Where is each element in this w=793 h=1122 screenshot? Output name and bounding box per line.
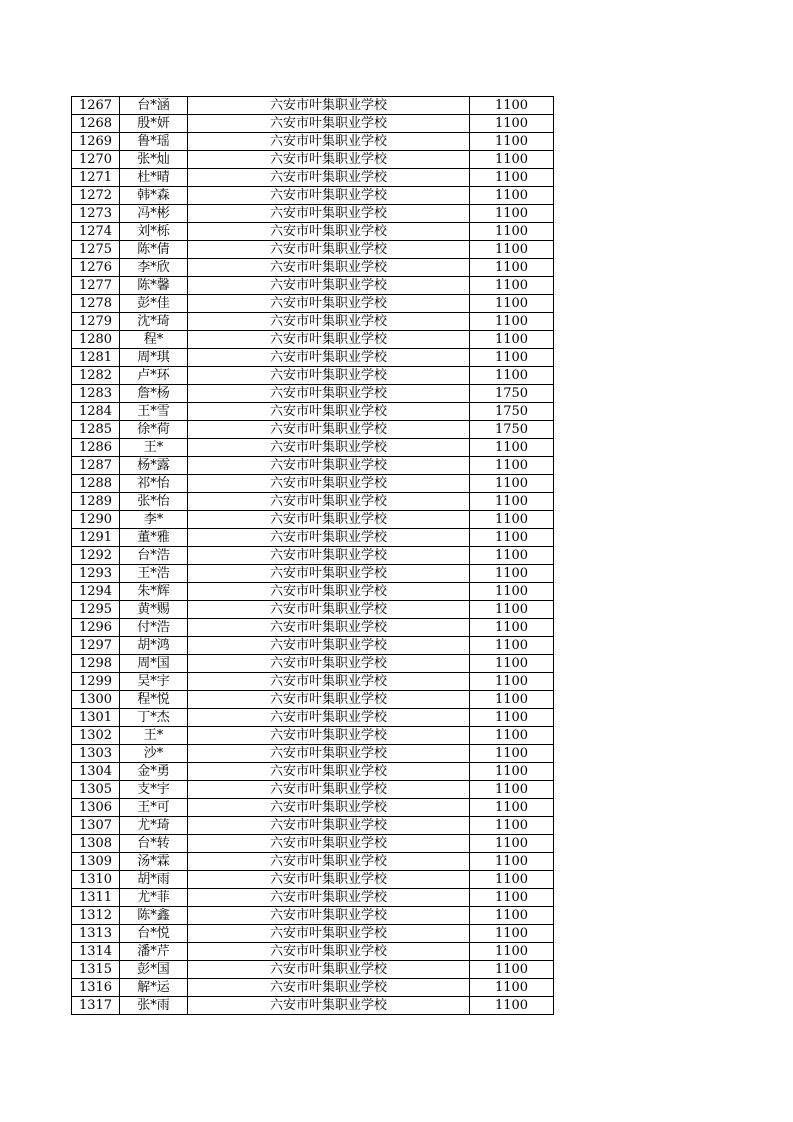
- name-cell: 祁*怡: [120, 475, 188, 493]
- table-row: [72, 205, 554, 223]
- name-cell: 王*浩: [120, 565, 188, 583]
- row-number-cell: 1317: [72, 997, 120, 1015]
- row-number-cell: 1272: [72, 187, 120, 205]
- amount-cell: 1100: [470, 673, 554, 691]
- amount-cell: 1100: [470, 799, 554, 817]
- school-cell: 六安市叶集职业学校: [188, 115, 470, 133]
- name-cell: 张*雨: [120, 997, 188, 1015]
- school-cell: 六安市叶集职业学校: [188, 151, 470, 169]
- row-number-cell: 1312: [72, 907, 120, 925]
- school-cell: 六安市叶集职业学校: [188, 601, 470, 619]
- school-cell: 六安市叶集职业学校: [188, 871, 470, 889]
- table-row: [72, 313, 554, 331]
- amount-cell: 1100: [470, 457, 554, 475]
- name-cell: 徐*荷: [120, 421, 188, 439]
- amount-cell: 1100: [470, 241, 554, 259]
- table-row: [72, 799, 554, 817]
- name-cell: 詹*杨: [120, 385, 188, 403]
- amount-cell: 1100: [470, 475, 554, 493]
- school-cell: 六安市叶集职业学校: [188, 673, 470, 691]
- school-cell: 六安市叶集职业学校: [188, 511, 470, 529]
- row-number-cell: 1302: [72, 727, 120, 745]
- row-number-cell: 1297: [72, 637, 120, 655]
- amount-cell: 1100: [470, 565, 554, 583]
- table-row: [72, 601, 554, 619]
- table-row: [72, 385, 554, 403]
- name-cell: 沙*: [120, 745, 188, 763]
- table-body: [72, 97, 554, 1015]
- amount-cell: 1100: [470, 691, 554, 709]
- row-number-cell: 1288: [72, 475, 120, 493]
- amount-cell: 1100: [470, 511, 554, 529]
- school-cell: 六安市叶集职业学校: [188, 475, 470, 493]
- amount-cell: 1100: [470, 151, 554, 169]
- amount-cell: 1100: [470, 889, 554, 907]
- school-cell: 六安市叶集职业学校: [188, 385, 470, 403]
- name-cell: 董*雅: [120, 529, 188, 547]
- school-cell: 六安市叶集职业学校: [188, 817, 470, 835]
- row-number-cell: 1292: [72, 547, 120, 565]
- amount-cell: 1100: [470, 997, 554, 1015]
- school-cell: 六安市叶集职业学校: [188, 745, 470, 763]
- name-cell: 台*悦: [120, 925, 188, 943]
- table-row: [72, 889, 554, 907]
- table-row: [72, 97, 554, 115]
- name-cell: 李*欣: [120, 259, 188, 277]
- school-cell: 六安市叶集职业学校: [188, 439, 470, 457]
- name-cell: 冯*彬: [120, 205, 188, 223]
- row-number-cell: 1303: [72, 745, 120, 763]
- school-cell: 六安市叶集职业学校: [188, 349, 470, 367]
- amount-cell: 1100: [470, 259, 554, 277]
- amount-cell: 1100: [470, 781, 554, 799]
- name-cell: 杨*露: [120, 457, 188, 475]
- row-number-cell: 1298: [72, 655, 120, 673]
- table-row: [72, 259, 554, 277]
- name-cell: 程*悦: [120, 691, 188, 709]
- name-cell: 胡*鸿: [120, 637, 188, 655]
- row-number-cell: 1276: [72, 259, 120, 277]
- table-row: [72, 691, 554, 709]
- row-number-cell: 1280: [72, 331, 120, 349]
- table-row: [72, 835, 554, 853]
- row-number-cell: 1301: [72, 709, 120, 727]
- amount-cell: 1100: [470, 961, 554, 979]
- table-row: [72, 907, 554, 925]
- table-row: [72, 763, 554, 781]
- table-row: [72, 709, 554, 727]
- amount-cell: 1100: [470, 907, 554, 925]
- name-cell: 尤*琦: [120, 817, 188, 835]
- amount-cell: 1100: [470, 439, 554, 457]
- table-row: [72, 187, 554, 205]
- table-row: [72, 367, 554, 385]
- amount-cell: 1100: [470, 637, 554, 655]
- school-cell: 六安市叶集职业学校: [188, 709, 470, 727]
- amount-cell: 1100: [470, 187, 554, 205]
- name-cell: 朱*辉: [120, 583, 188, 601]
- school-cell: 六安市叶集职业学校: [188, 277, 470, 295]
- row-number-cell: 1300: [72, 691, 120, 709]
- row-number-cell: 1310: [72, 871, 120, 889]
- amount-cell: 1100: [470, 295, 554, 313]
- school-cell: 六安市叶集职业学校: [188, 187, 470, 205]
- name-cell: 台*涵: [120, 97, 188, 115]
- school-cell: 六安市叶集职业学校: [188, 835, 470, 853]
- name-cell: 吴*宇: [120, 673, 188, 691]
- table-row: [72, 421, 554, 439]
- school-cell: 六安市叶集职业学校: [188, 97, 470, 115]
- row-number-cell: 1271: [72, 169, 120, 187]
- row-number-cell: 1283: [72, 385, 120, 403]
- row-number-cell: 1286: [72, 439, 120, 457]
- table-row: [72, 781, 554, 799]
- row-number-cell: 1289: [72, 493, 120, 511]
- name-cell: 台*转: [120, 835, 188, 853]
- name-cell: 王*: [120, 439, 188, 457]
- amount-cell: 1100: [470, 853, 554, 871]
- amount-cell: 1100: [470, 133, 554, 151]
- amount-cell: 1750: [470, 403, 554, 421]
- school-cell: 六安市叶集职业学校: [188, 691, 470, 709]
- name-cell: 鲁*瑶: [120, 133, 188, 151]
- row-number-cell: 1278: [72, 295, 120, 313]
- amount-cell: 1100: [470, 601, 554, 619]
- school-cell: 六安市叶集职业学校: [188, 367, 470, 385]
- school-cell: 六安市叶集职业学校: [188, 889, 470, 907]
- name-cell: 支*宇: [120, 781, 188, 799]
- table-row: [72, 331, 554, 349]
- row-number-cell: 1296: [72, 619, 120, 637]
- amount-cell: 1100: [470, 493, 554, 511]
- amount-cell: 1100: [470, 979, 554, 997]
- row-number-cell: 1304: [72, 763, 120, 781]
- name-cell: 汤*霖: [120, 853, 188, 871]
- school-cell: 六安市叶集职业学校: [188, 493, 470, 511]
- table-row: [72, 637, 554, 655]
- school-cell: 六安市叶集职业学校: [188, 313, 470, 331]
- row-number-cell: 1305: [72, 781, 120, 799]
- school-cell: 六安市叶集职业学校: [188, 205, 470, 223]
- row-number-cell: 1274: [72, 223, 120, 241]
- table-row: [72, 439, 554, 457]
- row-number-cell: 1313: [72, 925, 120, 943]
- school-cell: 六安市叶集职业学校: [188, 565, 470, 583]
- amount-cell: 1100: [470, 709, 554, 727]
- amount-cell: 1100: [470, 367, 554, 385]
- table-row: [72, 745, 554, 763]
- name-cell: 付*浩: [120, 619, 188, 637]
- name-cell: 殷*妍: [120, 115, 188, 133]
- table-row: [72, 871, 554, 889]
- name-cell: 王*雪: [120, 403, 188, 421]
- table-row: [72, 961, 554, 979]
- table-row: [72, 457, 554, 475]
- data-table: [71, 96, 554, 1015]
- amount-cell: 1100: [470, 835, 554, 853]
- amount-cell: 1100: [470, 871, 554, 889]
- school-cell: 六安市叶集职业学校: [188, 583, 470, 601]
- name-cell: 陈*馨: [120, 277, 188, 295]
- row-number-cell: 1270: [72, 151, 120, 169]
- school-cell: 六安市叶集职业学校: [188, 997, 470, 1015]
- school-cell: 六安市叶集职业学校: [188, 979, 470, 997]
- school-cell: 六安市叶集职业学校: [188, 403, 470, 421]
- name-cell: 杜*晴: [120, 169, 188, 187]
- row-number-cell: 1294: [72, 583, 120, 601]
- school-cell: 六安市叶集职业学校: [188, 619, 470, 637]
- row-number-cell: 1314: [72, 943, 120, 961]
- table-row: [72, 277, 554, 295]
- name-cell: 尤*菲: [120, 889, 188, 907]
- amount-cell: 1100: [470, 925, 554, 943]
- amount-cell: 1100: [470, 943, 554, 961]
- row-number-cell: 1279: [72, 313, 120, 331]
- row-number-cell: 1299: [72, 673, 120, 691]
- amount-cell: 1100: [470, 583, 554, 601]
- table-row: [72, 583, 554, 601]
- table-row: [72, 241, 554, 259]
- amount-cell: 1100: [470, 619, 554, 637]
- amount-cell: 1100: [470, 331, 554, 349]
- name-cell: 彭*佳: [120, 295, 188, 313]
- amount-cell: 1100: [470, 547, 554, 565]
- row-number-cell: 1311: [72, 889, 120, 907]
- row-number-cell: 1282: [72, 367, 120, 385]
- name-cell: 王*可: [120, 799, 188, 817]
- row-number-cell: 1287: [72, 457, 120, 475]
- name-cell: 张*灿: [120, 151, 188, 169]
- amount-cell: 1750: [470, 385, 554, 403]
- school-cell: 六安市叶集职业学校: [188, 529, 470, 547]
- school-cell: 六安市叶集职业学校: [188, 547, 470, 565]
- name-cell: 解*运: [120, 979, 188, 997]
- school-cell: 六安市叶集职业学校: [188, 763, 470, 781]
- row-number-cell: 1267: [72, 97, 120, 115]
- school-cell: 六安市叶集职业学校: [188, 781, 470, 799]
- name-cell: 卢*环: [120, 367, 188, 385]
- school-cell: 六安市叶集职业学校: [188, 961, 470, 979]
- name-cell: 丁*杰: [120, 709, 188, 727]
- amount-cell: 1100: [470, 277, 554, 295]
- row-number-cell: 1281: [72, 349, 120, 367]
- row-number-cell: 1275: [72, 241, 120, 259]
- amount-cell: 1100: [470, 763, 554, 781]
- table-row: [72, 511, 554, 529]
- table-row: [72, 151, 554, 169]
- row-number-cell: 1293: [72, 565, 120, 583]
- row-number-cell: 1268: [72, 115, 120, 133]
- row-number-cell: 1307: [72, 817, 120, 835]
- school-cell: 六安市叶集职业学校: [188, 223, 470, 241]
- amount-cell: 1100: [470, 97, 554, 115]
- amount-cell: 1100: [470, 349, 554, 367]
- name-cell: 胡*雨: [120, 871, 188, 889]
- name-cell: 彭*国: [120, 961, 188, 979]
- name-cell: 黄*赐: [120, 601, 188, 619]
- school-cell: 六安市叶集职业学校: [188, 853, 470, 871]
- school-cell: 六安市叶集职业学校: [188, 925, 470, 943]
- row-number-cell: 1284: [72, 403, 120, 421]
- row-number-cell: 1290: [72, 511, 120, 529]
- row-number-cell: 1308: [72, 835, 120, 853]
- name-cell: 沈*琦: [120, 313, 188, 331]
- table-row: [72, 943, 554, 961]
- amount-cell: 1100: [470, 313, 554, 331]
- table-row: [72, 997, 554, 1015]
- school-cell: 六安市叶集职业学校: [188, 241, 470, 259]
- table-row: [72, 529, 554, 547]
- row-number-cell: 1295: [72, 601, 120, 619]
- amount-cell: 1100: [470, 115, 554, 133]
- name-cell: 王*: [120, 727, 188, 745]
- table-row: [72, 403, 554, 421]
- amount-cell: 1100: [470, 655, 554, 673]
- table-row: [72, 115, 554, 133]
- school-cell: 六安市叶集职业学校: [188, 655, 470, 673]
- amount-cell: 1100: [470, 169, 554, 187]
- table-row: [72, 493, 554, 511]
- table-row: [72, 223, 554, 241]
- row-number-cell: 1285: [72, 421, 120, 439]
- amount-cell: 1100: [470, 529, 554, 547]
- table-row: [72, 169, 554, 187]
- amount-cell: 1100: [470, 727, 554, 745]
- amount-cell: 1750: [470, 421, 554, 439]
- school-cell: 六安市叶集职业学校: [188, 295, 470, 313]
- row-number-cell: 1316: [72, 979, 120, 997]
- table-row: [72, 565, 554, 583]
- school-cell: 六安市叶集职业学校: [188, 421, 470, 439]
- name-cell: 韩*森: [120, 187, 188, 205]
- school-cell: 六安市叶集职业学校: [188, 943, 470, 961]
- school-cell: 六安市叶集职业学校: [188, 727, 470, 745]
- school-cell: 六安市叶集职业学校: [188, 907, 470, 925]
- amount-cell: 1100: [470, 817, 554, 835]
- table-row: [72, 349, 554, 367]
- name-cell: 程*: [120, 331, 188, 349]
- name-cell: 陈*鑫: [120, 907, 188, 925]
- row-number-cell: 1315: [72, 961, 120, 979]
- row-number-cell: 1306: [72, 799, 120, 817]
- table-row: [72, 925, 554, 943]
- table-row: [72, 133, 554, 151]
- table-row: [72, 547, 554, 565]
- table-row: [72, 979, 554, 997]
- school-cell: 六安市叶集职业学校: [188, 259, 470, 277]
- school-cell: 六安市叶集职业学校: [188, 637, 470, 655]
- school-cell: 六安市叶集职业学校: [188, 331, 470, 349]
- name-cell: 周*国: [120, 655, 188, 673]
- name-cell: 张*怡: [120, 493, 188, 511]
- row-number-cell: 1309: [72, 853, 120, 871]
- row-number-cell: 1291: [72, 529, 120, 547]
- name-cell: 陈*倩: [120, 241, 188, 259]
- row-number-cell: 1273: [72, 205, 120, 223]
- row-number-cell: 1269: [72, 133, 120, 151]
- name-cell: 周*琪: [120, 349, 188, 367]
- name-cell: 台*浩: [120, 547, 188, 565]
- name-cell: 李*: [120, 511, 188, 529]
- table-row: [72, 817, 554, 835]
- table-row: [72, 853, 554, 871]
- school-cell: 六安市叶集职业学校: [188, 457, 470, 475]
- table-row: [72, 295, 554, 313]
- amount-cell: 1100: [470, 205, 554, 223]
- school-cell: 六安市叶集职业学校: [188, 133, 470, 151]
- school-cell: 六安市叶集职业学校: [188, 169, 470, 187]
- table-row: [72, 475, 554, 493]
- name-cell: 金*勇: [120, 763, 188, 781]
- school-cell: 六安市叶集职业学校: [188, 799, 470, 817]
- name-cell: 潘*芹: [120, 943, 188, 961]
- row-number-cell: 1277: [72, 277, 120, 295]
- amount-cell: 1100: [470, 223, 554, 241]
- amount-cell: 1100: [470, 745, 554, 763]
- name-cell: 刘*栎: [120, 223, 188, 241]
- table-row: [72, 727, 554, 745]
- table-row: [72, 655, 554, 673]
- table-row: [72, 673, 554, 691]
- table-row: [72, 619, 554, 637]
